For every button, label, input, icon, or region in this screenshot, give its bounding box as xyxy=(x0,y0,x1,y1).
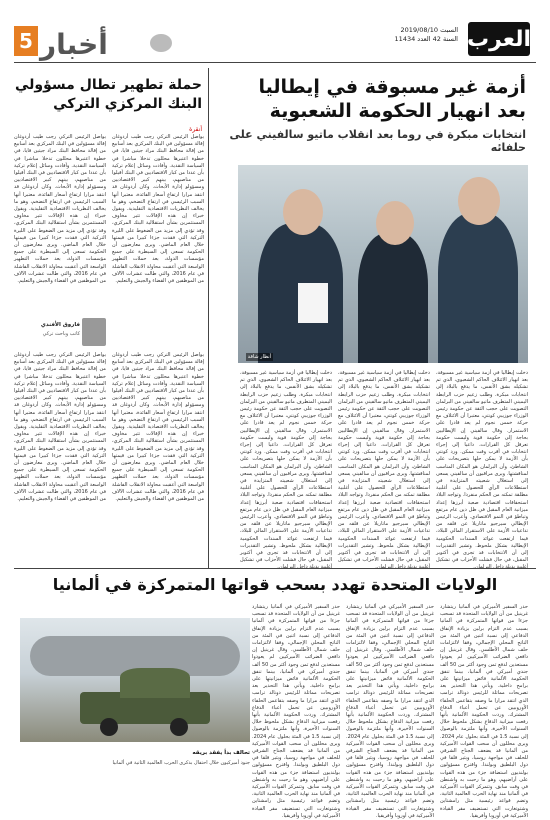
photo-soldiers xyxy=(120,668,190,698)
side-body-col3: يواصل الرئيس التركي رجب طيب أردوغان إقالة مسؤولين في البنك المركزي بعد أسابيع من إقالة محافظ البنك مراد جيتين قايا، في خطوة اعتبرها محللون تدخلا مباشرا في السياسة النقدية. وأفادت وسائل إعلام تركية بأن عددا من كبار الاقتصاديين في البنك أقيلوا من مناصبهم، بينهم كبير الاقتصاديين ومسؤولو إدارة الأبحاث. وكان أردوغان قد انتقد مرارا ارتفاع أسعار الفائدة، معتبرا أنها السبب الرئيسي في ارتفاع التضخم، وهو ما يخالف النظريات الاقتصادية التقليدية. ويقول خبراء إن هذه الإقالات تثير مخاوف المستثمرين بشأن استقلالية البنك المركزي، وقد تؤدي إلى مزيد من الضغوط على الليرة التركية التي فقدت جزءا كبيرا من قيمتها خلال العام الماضي. ويرى معارضون أن الحكومة تسعى إلى السيطرة على جميع مؤسسات الدولة، بعد حملات التطهير الواسعة التي أعقبت محاولة الانقلاب الفاشلة في عام 2016، والتي طالت عشرات الآلاف من الموظفين في القضاء والجيش والتعليم. xyxy=(112,352,204,503)
side-body-col1: يواصل الرئيس التركي رجب طيب أردوغان إقالة مسؤولين في البنك المركزي بعد أسابيع من إقالة محافظ البنك مراد جيتين قايا، في خطوة اعتبرها محللون تدخلا مباشرا في السياسة النقدية. وأفادت وسائل إعلام تركية بأن عددا من كبار الاقتصاديين في البنك أقيلوا من مناصبهم، بينهم كبير الاقتصاديين ومسؤولو إدارة الأبحاث. وكان أردوغان قد انتقد مرارا ارتفاع أسعار الفائدة، معتبرا أنها السبب الرئيسي في ارتفاع التضخم، وهو ما يخالف النظريات الاقتصادية التقليدية. ويقول خبراء إن هذه الإقالات تثير مخاوف المستثمرين بشأن استقلالية البنك المركزي، وقد تؤدي إلى مزيد من الضغوط على الليرة التركية التي فقدت جزءا كبيرا من قيمتها خلال العام الماضي. ويرى معارضون أن الحكومة تسعى إلى السيطرة على جميع مؤسسات الدولة، بعد حملات التطهير الواسعة التي أعقبت محاولة الانقلاب الفاشلة في عام 2016، والتي طالت عشرات الآلاف من الموظفين في القضاء والجيش والتعليم. xyxy=(112,134,204,285)
main-subhead: انتخابات مبكرة في روما بعد انقلاب ماتيو سالفيني على حلفائه xyxy=(229,128,526,154)
photo-figure-middle xyxy=(358,233,428,363)
side-headline xyxy=(14,76,202,114)
side-body-col2: يواصل الرئيس التركي رجب طيب أردوغان إقالة مسؤولين في البنك المركزي بعد أسابيع من إقالة محافظ البنك مراد جيتين قايا، في خطوة اعتبرها محللون تدخلا مباشرا في السياسة النقدية. وأفادت وسائل إعلام تركية بأن عددا من كبار الاقتصاديين في البنك أقيلوا من مناصبهم، بينهم كبير الاقتصاديين ومسؤولو إدارة الأبحاث. وكان أردوغان قد انتقد مرارا ارتفاع أسعار الفائدة، معتبرا أنها السبب الرئيسي في ارتفاع التضخم، وهو ما يخالف النظريات الاقتصادية التقليدية. ويقول خبراء إن هذه الإقالات تثير مخاوف المستثمرين بشأن استقلالية البنك المركزي، وقد تؤدي إلى مزيد من الضغوط على الليرة التركية التي فقدت جزءا كبيرا من قيمتها خلال العام الماضي. ويرى معارضون أن الحكومة تسعى إلى السيطرة على جميع مؤسسات الدولة، بعد حملات التطهير الواسعة التي أعقبت محاولة الانقلاب الفاشلة في عام 2016، والتي طالت عشرات الآلاف من الموظفين في القضاء والجيش والتعليم. xyxy=(14,134,106,285)
main-photo xyxy=(238,165,528,363)
bottom-body-col2: حذر السفير الأميركي في ألمانيا ريتشارد غرينيل من أن الولايات المتحدة قد تسحب جزءا من قواتها المتمركزة في ألمانيا بسبب عدم التزام برلين بزيادة الإنفاق الدفاعي إلى نسبة اثنين في المئة من الناتج المحلي الإجمالي، وفقا لالتزامات حلف شمال الأطلسي. وقال غرينيل إن دافعي الضرائب الأميركيين لم يعودوا مستعدين لدفع ثمن وجود أكثر من 50 ألف جندي أميركي في ألمانيا، بينما تنفق الحكومة الألمانية فائض ميزانيتها على برامج داخلية. ويأتي هذا التحذير بعد تصريحات مماثلة للرئيس دونالد ترامب الذي انتقد مرارا ما وصفه بتقاعس الحلفاء الأوروبيين عن تحمل أعباء الدفاع المشترك. وردت الحكومة الألمانية بأنها رفعت ميزانية الدفاع بشكل ملحوظ خلال السنوات الأخيرة، وأنها ملتزمة بالوصول إلى نسبة 1.5 في المئة بحلول عام 2024. ويرى محللون أن سحب القوات الأميركية من ألمانيا قد يضعف الجناح الشرقي للحلف في مواجهة روسيا، ويثير قلقا في دول البلطيق وبولندا. واقترح مسؤولون بولنديون استضافة جزء من هذه القوات على أراضيهم، وهو ما رحبت به واشنطن في وقت سابق. وتتمركز القوات الأميركية في ألمانيا منذ نهاية الحرب العالمية الثانية، وتضم قواعد رئيسية مثل رامشتاين وشتوتغارت التي تستضيف مقر القيادة الأميركية في أوروبا وأفريقيا. xyxy=(346,604,434,819)
side-body-col4: يواصل الرئيس التركي رجب طيب أردوغان إقالة مسؤولين في البنك المركزي بعد أسابيع من إقالة محافظ البنك مراد جيتين قايا، في خطوة اعتبرها محللون تدخلا مباشرا في السياسة النقدية. وأفادت وسائل إعلام تركية بأن عددا من كبار الاقتصاديين في البنك أقيلوا من مناصبهم، بينهم كبير الاقتصاديين ومسؤولو إدارة الأبحاث. وكان أردوغان قد انتقد مرارا ارتفاع أسعار الفائدة، معتبرا أنها السبب الرئيسي في ارتفاع التضخم، وهو ما يخالف النظريات الاقتصادية التقليدية. ويقول خبراء إن هذه الإقالات تثير مخاوف المستثمرين بشأن استقلالية البنك المركزي، وقد تؤدي إلى مزيد من الضغوط على الليرة التركية التي فقدت جزءا كبيرا من قيمتها خلال العام الماضي. ويرى معارضون أن الحكومة تسعى إلى السيطرة على جميع مؤسسات الدولة، بعد حملات التطهير الواسعة التي أعقبت محاولة الانقلاب الفاشلة في عام 2016، والتي طالت عشرات الآلاف من الموظفين في القضاء والجيش والتعليم. xyxy=(14,352,106,503)
author-avatar xyxy=(82,318,106,346)
page-number: 5 xyxy=(14,26,38,56)
photo-figure-right xyxy=(438,213,518,363)
issue-line: السنة 42 العدد 11434 xyxy=(394,35,458,43)
photo-wheel-right xyxy=(170,718,188,736)
bottom-photo xyxy=(20,618,250,742)
photo-head-right xyxy=(458,177,500,225)
side-headline-line2: البنك المركزي التركي xyxy=(53,96,202,112)
main-headline-line2: بعد انهيار الحكومة الشعبوية xyxy=(269,100,526,122)
author-title: كاتب وباحث تركي xyxy=(42,331,80,337)
author-name: فاروق الأفندي xyxy=(40,322,80,328)
section-title: أخبار xyxy=(40,28,108,61)
main-body-col3: دخلت إيطاليا في أزمة سياسية غير مسبوقة، بعد انهيار الائتلاف الحاكم الشعبوي، الذي تم تشكيله بشق الأنفس، ما يدفع بالبلاد إلى انتخابات مبكرة. وطلب زعيم حزب الرابطة اليميني المتطرف ماتيو سالفيني من البرلمان التصويت على حجب الثقة عن حكومة رئيس الوزراء جوزيبي كونتي، معتبرا أن الائتلاف مع حركة خمس نجوم لم يعد قادرا على الاستمرار. وقال سالفيني إن الإيطاليين بحاجة إلى حكومة قوية وليست حكومة تعرقل كل القرارات، داعيا إلى إجراء انتخابات في أقرب وقت ممكن. ورد كونتي بأن الأزمة لا يمكن حلها بتصريحات على الشاطئ، وأن البرلمان هو المكان المناسب لمناقشتها. ويرى مراقبون أن سالفيني يسعى إلى استغلال شعبيته المتزايدة في استطلاعات الرأي للحصول على أغلبية مطلقة تمكنه من الحكم منفردا. وتواجه البلاد استحقاقات اقتصادية صعبة أبرزها إعداد ميزانية العام المقبل في ظل دين عام مرتفع وتباطؤ في النمو الاقتصادي. وأعرب الرئيس الإيطالي سيرجيو ماتاريلا عن قلقه من تداعيات الأزمة على الاستقرار المالي للبلاد، فيما ارتفعت عوائد السندات الحكومية الإيطالية بشكل ملحوظ. وتشير التقديرات إلى أن الانتخابات قد تجرى في أكتوبر المقبل، في حال فشلت الأحزاب في تشكيل xyxy=(240,370,332,564)
side-dateline: أنقرة xyxy=(189,126,202,133)
section-speech-icon xyxy=(150,34,172,52)
column-divider xyxy=(208,68,209,568)
bottom-headline: الولايات المتحدة تهدد بسحب قواتها المتمركزة في ألمانيا xyxy=(52,575,498,594)
date-line: السبت 2019/08/10 xyxy=(400,26,458,34)
bottom-body-col1: حذر السفير الأميركي في ألمانيا ريتشارد غرينيل من أن الولايات المتحدة قد تسحب جزءا من قواتها المتمركزة في ألمانيا بسبب عدم التزام برلين بزيادة الإنفاق الدفاعي إلى نسبة اثنين في المئة من الناتج المحلي الإجمالي، وفقا لالتزامات حلف شمال الأطلسي. وقال غرينيل إن دافعي الضرائب الأميركيين لم يعودوا مستعدين لدفع ثمن وجود أكثر من 50 ألف جندي أميركي في ألمانيا، بينما تنفق الحكومة الألمانية فائض ميزانيتها على برامج داخلية. ويأتي هذا التحذير بعد تصريحات مماثلة للرئيس دونالد ترامب الذي انتقد مرارا ما وصفه بتقاعس الحلفاء الأوروبيين عن تحمل أعباء الدفاع المشترك. وردت الحكومة الألمانية بأنها رفعت ميزانية الدفاع بشكل ملحوظ خلال السنوات الأخيرة، وأنها ملتزمة بالوصول إلى نسبة 1.5 في المئة بحلول عام 2024. ويرى محللون أن سحب القوات الأميركية من ألمانيا قد يضعف الجناح الشرقي للحلف في مواجهة روسيا، ويثير قلقا في دول البلطيق وبولندا. واقترح مسؤولون بولنديون استضافة جزء من هذه القوات على أراضيهم، وهو ما رحبت به واشنطن في وقت سابق. وتتمركز القوات الأميركية في ألمانيا منذ نهاية الحرب العالمية الثانية، وتضم قواعد رئيسية مثل رامشتاين وشتوتغارت التي تستضيف مقر القيادة الأميركية في أوروبا وأفريقيا. xyxy=(440,604,528,819)
photo-head-middle xyxy=(376,201,414,245)
photo-papers xyxy=(298,283,328,323)
bottom-photo-subcaption: جنود أميركيون خلال احتفال بذكرى الحرب العالمية الثانية في ألمانيا xyxy=(112,760,250,766)
photo-head-left xyxy=(283,189,323,235)
main-headline-line1: أزمة غير مسبوقة في إيطاليا xyxy=(258,76,526,98)
main-body-col2: دخلت إيطاليا في أزمة سياسية غير مسبوقة، بعد انهيار الائتلاف الحاكم الشعبوي، الذي تم تشكيله بشق الأنفس، ما يدفع بالبلاد إلى انتخابات مبكرة. وطلب زعيم حزب الرابطة اليميني المتطرف ماتيو سالفيني من البرلمان التصويت على حجب الثقة عن حكومة رئيس الوزراء جوزيبي كونتي، معتبرا أن الائتلاف مع حركة خمس نجوم لم يعد قادرا على الاستمرار. وقال سالفيني إن الإيطاليين بحاجة إلى حكومة قوية وليست حكومة تعرقل كل القرارات، داعيا إلى إجراء انتخابات في أقرب وقت ممكن. ورد كونتي بأن الأزمة لا يمكن حلها بتصريحات على الشاطئ، وأن البرلمان هو المكان المناسب لمناقشتها. ويرى مراقبون أن سالفيني يسعى إلى استغلال شعبيته المتزايدة في استطلاعات الرأي للحصول على أغلبية مطلقة تمكنه من الحكم منفردا. وتواجه البلاد استحقاقات اقتصادية صعبة أبرزها إعداد ميزانية العام المقبل في ظل دين عام مرتفع وتباطؤ في النمو الاقتصادي. وأعرب الرئيس الإيطالي سيرجيو ماتاريلا عن قلقه من تداعيات الأزمة على الاستقرار المالي للبلاد، فيما ارتفعت عوائد السندات الحكومية الإيطالية بشكل ملحوظ. وتشير التقديرات إلى أن الانتخابات قد تجرى في أكتوبر المقبل، في حال فشلت الأحزاب في تشكيل xyxy=(338,370,430,564)
side-headline-line1: حملة تطهير تطال مسؤولي xyxy=(15,77,202,93)
main-headline xyxy=(226,75,526,123)
bottom-photo-caption: تحالف بدأ يفقد بريقه xyxy=(192,750,250,756)
main-body-col1: دخلت إيطاليا في أزمة سياسية غير مسبوقة، بعد انهيار الائتلاف الحاكم الشعبوي، الذي تم تشكيله بشق الأنفس، ما يدفع بالبلاد إلى انتخابات مبكرة. وطلب زعيم حزب الرابطة اليميني المتطرف ماتيو سالفيني من البرلمان التصويت على حجب الثقة عن حكومة رئيس الوزراء جوزيبي كونتي، معتبرا أن الائتلاف مع حركة خمس نجوم لم يعد قادرا على الاستمرار. وقال سالفيني إن الإيطاليين بحاجة إلى حكومة قوية وليست حكومة تعرقل كل القرارات، داعيا إلى إجراء انتخابات في أقرب وقت ممكن. ورد كونتي بأن الأزمة لا يمكن حلها بتصريحات على الشاطئ، وأن البرلمان هو المكان المناسب لمناقشتها. ويرى مراقبون أن سالفيني يسعى إلى استغلال شعبيته المتزايدة في استطلاعات الرأي للحصول على أغلبية مطلقة تمكنه من الحكم منفردا. وتواجه البلاد استحقاقات اقتصادية صعبة أبرزها إعداد ميزانية العام المقبل في ظل دين عام مرتفع وتباطؤ في النمو الاقتصادي. وأعرب الرئيس الإيطالي سيرجيو ماتاريلا عن قلقه من تداعيات الأزمة على الاستقرار المالي للبلاد، فيما ارتفعت عوائد السندات الحكومية الإيطالية بشكل ملحوظ. وتشير التقديرات إلى أن الانتخابات قد تجرى في أكتوبر المقبل، في حال فشلت الأحزاب في تشكيل xyxy=(436,370,528,564)
bottom-rule xyxy=(14,568,536,569)
main-photo-caption: أنظار شاقة xyxy=(247,354,271,360)
bottom-body-col3: حذر السفير الأميركي في ألمانيا ريتشارد غرينيل من أن الولايات المتحدة قد تسحب جزءا من قواتها المتمركزة في ألمانيا بسبب عدم التزام برلين بزيادة الإنفاق الدفاعي إلى نسبة اثنين في المئة من الناتج المحلي الإجمالي، وفقا لالتزامات حلف شمال الأطلسي. وقال غرينيل إن دافعي الضرائب الأميركيين لم يعودوا مستعدين لدفع ثمن وجود أكثر من 50 ألف جندي أميركي في ألمانيا، بينما تنفق الحكومة الألمانية فائض ميزانيتها على برامج داخلية. ويأتي هذا التحذير بعد تصريحات مماثلة للرئيس دونالد ترامب الذي انتقد مرارا ما وصفه بتقاعس الحلفاء الأوروبيين عن تحمل أعباء الدفاع المشترك. وردت الحكومة الألمانية بأنها رفعت ميزانية الدفاع بشكل ملحوظ خلال السنوات الأخيرة، وأنها ملتزمة بالوصول إلى نسبة 1.5 في المئة بحلول عام 2024. ويرى محللون أن سحب القوات الأميركية من ألمانيا قد يضعف الجناح الشرقي للحلف في مواجهة روسيا، ويثير قلقا في دول البلطيق وبولندا. واقترح مسؤولون بولنديون استضافة جزء من هذه القوات على أراضيهم، وهو ما رحبت به واشنطن في وقت سابق. وتتمركز القوات الأميركية في ألمانيا منذ نهاية الحرب العالمية الثانية، وتضم قواعد رئيسية مثل رامشتاين وشتوتغارت التي تستضيف مقر القيادة الأميركية في أوروبا وأفريقيا. xyxy=(252,604,340,819)
header-rule xyxy=(14,62,536,63)
newspaper-logo: العرب xyxy=(468,22,530,56)
photo-wheel-left xyxy=(100,718,118,736)
issue-info xyxy=(395,26,458,44)
